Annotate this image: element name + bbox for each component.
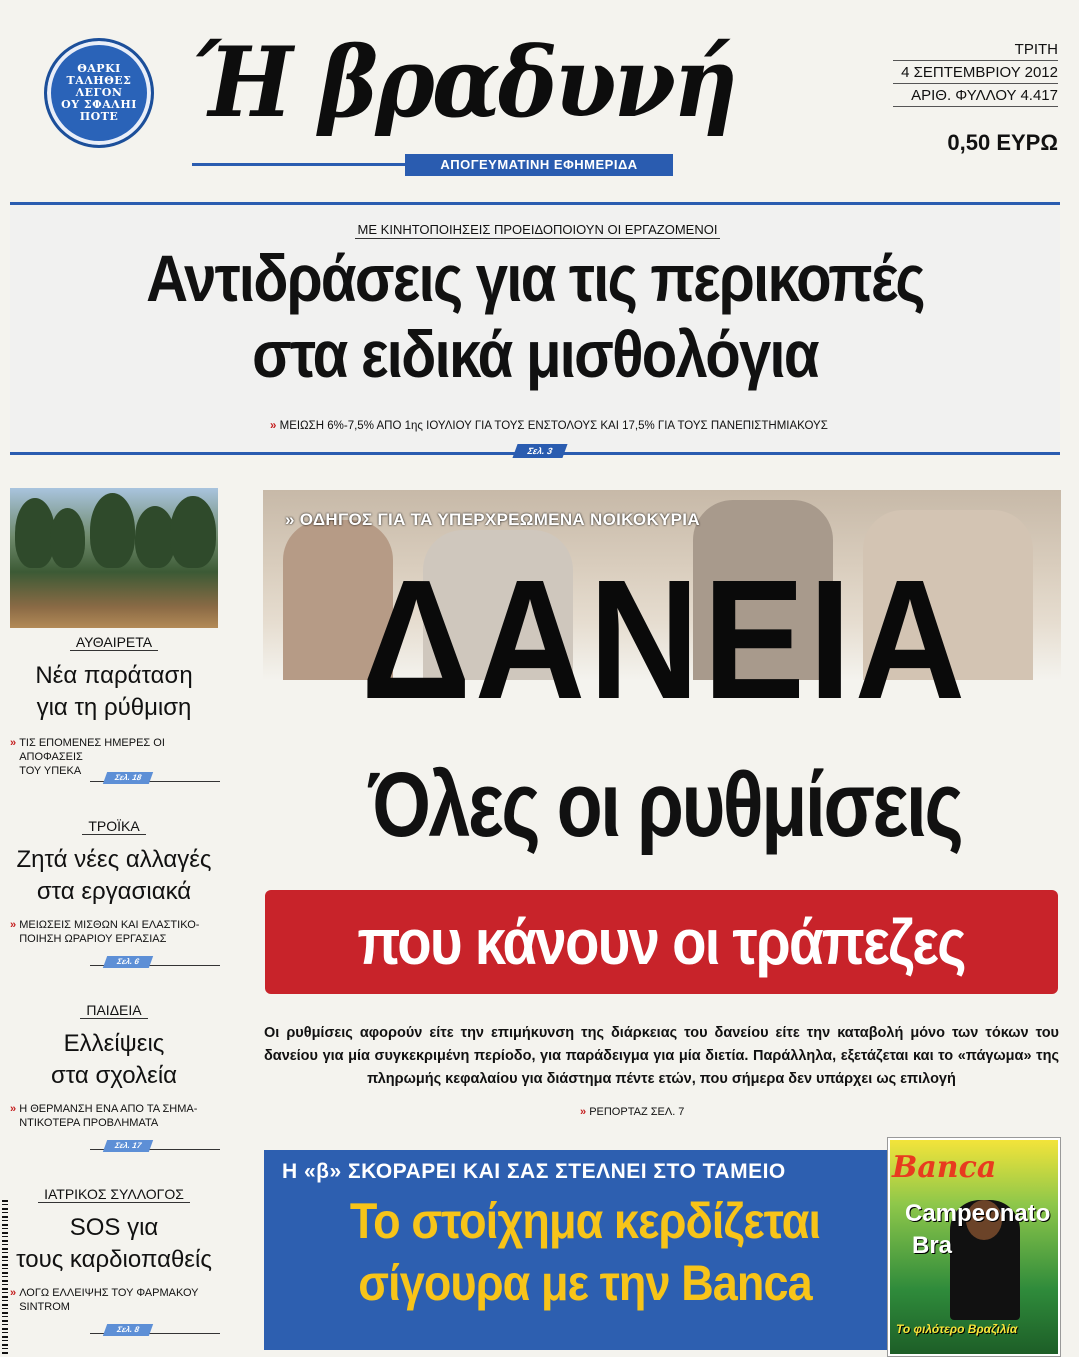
sidebar-kicker	[10, 1186, 218, 1203]
sidebar-sub-line: Η ΘΕΡΜΑΝΣΗ ΕΝΑ ΑΠΟ ΤΑ ΣΗΜΑ-	[19, 1103, 198, 1115]
promo-headline-line: Το στοίχημα κερδίζεται	[349, 1193, 821, 1249]
sidebar-sub	[10, 1286, 218, 1314]
sidebar-sub-line: ΤΙΣ ΕΠΟΜΕΝΕΣ ΗΜΕΡΕΣ ΟΙ ΑΠΟΦΑΣΕΙΣ	[19, 737, 165, 763]
main-story-title[interactable]: ΔΑΝΕΙΑ	[361, 545, 969, 735]
sidebar-page-ref[interactable]: Σελ. 18	[103, 772, 153, 784]
seal-line: ΘΑΡΚΙ	[77, 62, 121, 75]
sidebar-page-ref[interactable]: Σελ. 6	[103, 956, 153, 968]
sidebar-sub-line: ΜΕΙΩΣΕΙΣ ΜΙΣΘΩΝ ΚΑΙ ΕΛΑΣΤΙΚΟ-	[19, 919, 200, 931]
newspaper-logo: Ή βραδυνή	[192, 26, 736, 139]
seal-line: ΛΕΓΟΝ	[75, 86, 123, 99]
sidebar-kicker	[10, 1002, 218, 1019]
top-headline-line: Αντιδράσεις για τις περικοπές	[146, 241, 924, 315]
top-story-sub-text: ΜΕΙΩΣΗ 6%-7,5% ΑΠΟ 1ης ΙΟΥΛΙΟΥ ΓΙΑ ΤΟΥΣ ΕΝΣΤΟΛΟΥΣ ΚΑΙ 17,5% ΓΙΑ ΤΟΥΣ ΠΑΝΕΠΙΣΤΗΜΙΑΚΟΥΣ	[279, 420, 828, 432]
sidebar-headline-line: SOS για	[69, 1214, 159, 1241]
sidebar-headline[interactable]	[10, 1212, 218, 1276]
top-story-subheading	[270, 420, 1070, 432]
barcode	[2, 1200, 8, 1355]
report-ref-text: ΡΕΠΟΡΤΑΖ ΣΕΛ. 7	[589, 1106, 685, 1118]
issue-day: ΤΡΙΤΗ	[893, 40, 1058, 61]
sidebar-headline-line: για τη ρύθμιση	[36, 694, 192, 721]
masthead-seal	[44, 38, 154, 148]
sidebar-page-ref[interactable]: Σελ. 17	[103, 1140, 153, 1152]
sidebar-kicker-text: ΤΡΟΪΚΑ	[82, 818, 145, 835]
date-box	[893, 40, 1058, 109]
sidebar-kicker	[10, 634, 218, 651]
main-story-kicker	[285, 510, 700, 530]
seal-line: ΤΑΛΗΘΕΣ	[66, 74, 132, 87]
sidebar-kicker-text: ΠΑΙΔΕΙΑ	[80, 1002, 147, 1019]
sidebar-sub	[10, 1102, 218, 1130]
seal-line: ΟΥ ΣΦΑΛΗΙ	[61, 98, 137, 111]
promo-headline-line: σίγουρα με την Banca	[358, 1255, 812, 1311]
promo-kicker: Η «β» ΣΚΟΡΑΡΕΙ ΚΑΙ ΣΑΣ ΣΤΕΛΝΕΙ ΣΤΟ ΤΑΜΕΙΟ	[282, 1160, 786, 1183]
sidebar-sub-line: ΝΤΙΚΟΤΕΡΑ ΠΡΟΒΛΗΜΑΤΑ	[19, 1117, 159, 1129]
top-story-page-ref[interactable]: Σελ. 3	[512, 444, 567, 458]
seal-line: ΠΟΤΕ	[79, 110, 119, 123]
chevron-icon: »	[10, 919, 17, 931]
top-story-rule	[10, 202, 1060, 205]
sidebar-sub-line: ΠΟΙΗΣΗ ΩΡΑΡΙΟΥ ΕΡΓΑΣΙΑΣ	[19, 933, 167, 945]
issue-price: 0,50 ΕΥΡΩ	[947, 130, 1058, 155]
main-story-red-band[interactable]	[265, 890, 1058, 994]
sidebar-kicker	[10, 818, 218, 835]
sidebar-headline-line: στα εργασιακά	[36, 878, 192, 905]
sidebar-page-ref[interactable]: Σελ. 8	[103, 1324, 153, 1336]
chevron-icon: »	[10, 1287, 17, 1299]
sidebar-kicker-text: ΙΑΤΡΙΚΟΣ ΣΥΛΛΟΓΟΣ	[38, 1186, 190, 1203]
promo-headline[interactable]	[306, 1190, 864, 1314]
sidebar-sub	[10, 918, 218, 946]
main-story-subtitle[interactable]: Όλες οι ρυθμίσεις	[368, 754, 962, 856]
sidebar-headline-line: στα σχολεία	[50, 1062, 178, 1089]
main-story-body: Οι ρυθμίσεις αφορούν είτε την επιμήκυνση της διάρκειας του δανείου είτε την καταβολή μόνο των τόκων του δανείου για μία συγκεκριμένη περίοδο, για παράδειγμα για μία διετία. Παράλληλα, εξετάζεται και το «πάγωμα» της πληρωμής κεφαλαίου για διάστημα πέντε ετών, που σήμερα δεν υπάρχει ως επιλογή	[264, 1025, 1059, 1087]
sidebar-headline-line: Νέα παράταση	[35, 662, 193, 689]
issue-number: ΑΡΙΘ. ΦΥΛΛΟΥ 4.417	[893, 86, 1058, 107]
top-story-kicker: ΜΕ ΚΙΝΗΤΟΠΟΙΗΣΕΙΣ ΠΡΟΕΙΔΟΠΟΙΟΥΝ ΟΙ ΕΡΓΑΖΟΜΕΝΟΙ	[355, 222, 720, 239]
chevron-icon: »	[580, 1106, 587, 1118]
sidebar-headline[interactable]	[10, 660, 218, 724]
main-story-report-ref[interactable]	[580, 1106, 684, 1118]
sidebar-kicker-text: ΑΥΘΑΙΡΕΤΑ	[70, 634, 158, 651]
chevron-icon: »	[285, 510, 295, 529]
sidebar-headline[interactable]	[10, 844, 218, 908]
sidebar-sub-line: ΤΟΥ ΥΠΕΚΑ	[19, 765, 82, 777]
chevron-icon: »	[10, 1103, 17, 1115]
sidebar-sub-line: SINTROM	[19, 1301, 70, 1313]
magazine-headline: Campeonato	[905, 1200, 1051, 1227]
top-story-headline[interactable]	[82, 240, 988, 392]
red-band-text: που κάνουν οι τράπεζες	[357, 906, 966, 978]
sidebar-headline-line: Ζητά νέες αλλαγές	[16, 846, 212, 873]
magazine-headline-2: Bra	[912, 1232, 953, 1259]
magazine-title: Banca	[892, 1150, 997, 1185]
chevron-icon: »	[10, 737, 17, 749]
main-story-kicker-text: ΟΔΗΓΟΣ ΓΙΑ ΤΑ ΥΠΕΡΧΡΕΩΜΕΝΑ ΝΟΙΚΟΚΥΡΙΑ	[299, 510, 700, 529]
sidebar-headline-line: τους καρδιοπαθείς	[16, 1246, 212, 1273]
masthead-rule	[192, 163, 405, 166]
issue-date: 4 ΣΕΠΤΕΜΒΡΙΟΥ 2012	[893, 63, 1058, 84]
top-headline-line: στα ειδικά μισθολόγια	[252, 317, 818, 391]
chevron-icon: »	[270, 420, 277, 432]
masthead-subtitle: ΑΠΟΓΕΥΜΑΤΙΝΗ ΕΦΗΜΕΡΙΔΑ	[405, 154, 673, 176]
sidebar-sub-line: ΛΟΓΩ ΕΛΛΕΙΨΗΣ ΤΟΥ ΦΑΡΜΑΚΟΥ	[19, 1287, 199, 1299]
magazine-footer: Το φιλότερο Βραζιλία	[896, 1322, 1018, 1336]
sidebar-photo	[10, 488, 218, 628]
sidebar-headline[interactable]	[10, 1028, 218, 1092]
sidebar-headline-line: Ελλείψεις	[63, 1030, 165, 1057]
